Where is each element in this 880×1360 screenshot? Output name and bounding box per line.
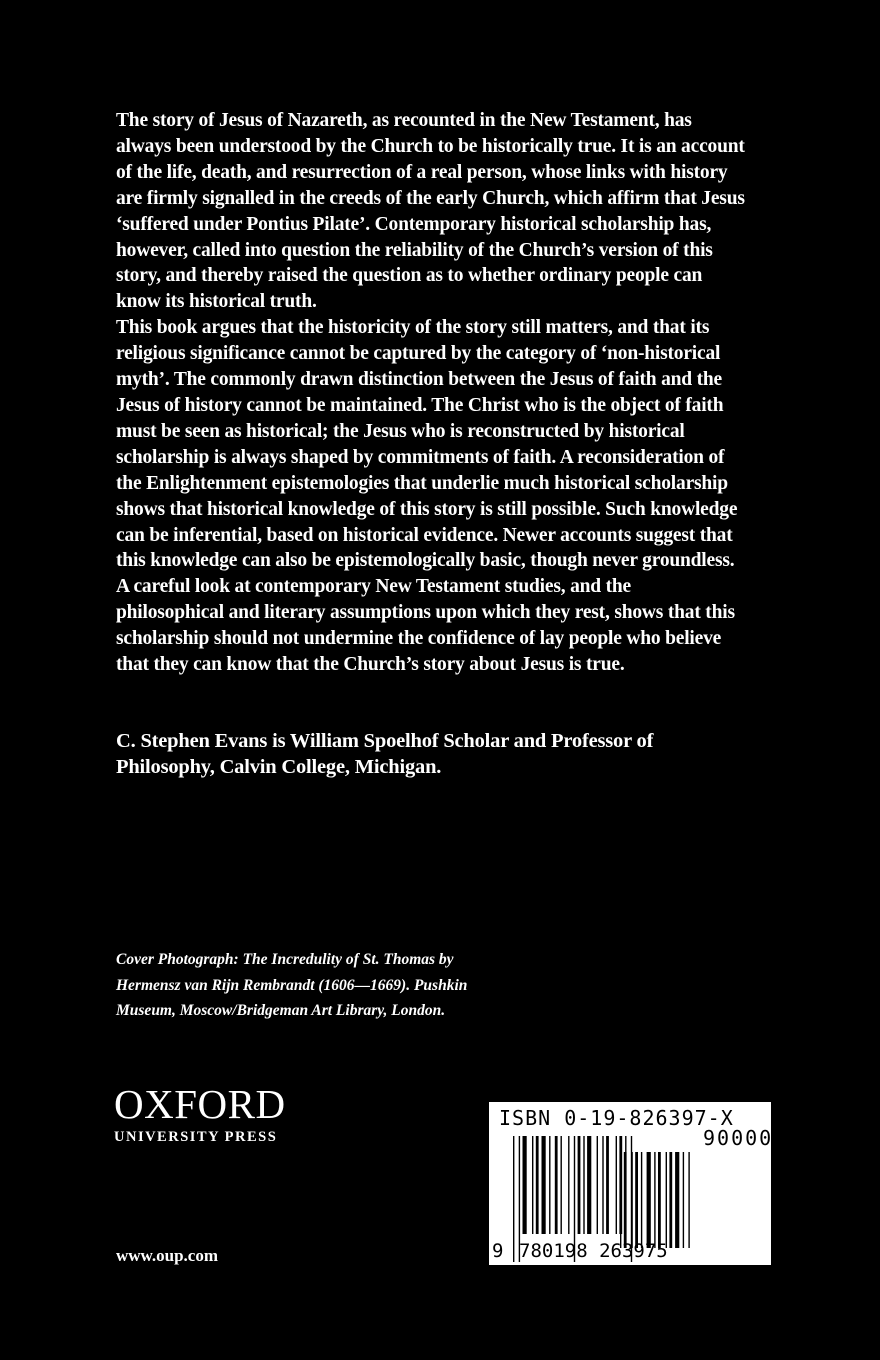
barcode-bar	[602, 1136, 603, 1234]
barcode-bar	[635, 1152, 638, 1248]
blurb-line: always been understood by the Church to be historically true. It is an account	[116, 135, 745, 157]
author-line: Philosophy, Calvin College, Michigan.	[116, 756, 442, 778]
blurb-line: The story of Jesus of Nazareth, as recounted in the New Testament, has	[116, 110, 692, 131]
price-addon-number: 90000	[703, 1126, 774, 1150]
blurb-line: philosophical and literary assumptions upon which they rest, shows that this	[116, 602, 735, 624]
barcode-bar	[532, 1136, 533, 1234]
barcode-bar	[631, 1152, 632, 1248]
blurb-line: that they can know that the Church’s story about Jesus is true.	[116, 654, 625, 676]
barcode-bar	[654, 1152, 655, 1248]
author-bio	[116, 728, 653, 780]
barcode-bar	[647, 1152, 651, 1248]
blurb-line: scholarship should not undermine the confidence of lay people who believe	[116, 628, 722, 650]
caption-line: Cover Photograph: The Incredulity of St. Thomas by	[116, 951, 454, 968]
blurb-line: can be inferential, based on historical evidence. Newer accounts suggest that	[116, 524, 733, 546]
barcode-bar	[624, 1152, 627, 1248]
publisher-name: OXFORD	[114, 1081, 286, 1127]
barcode-bar	[666, 1152, 667, 1248]
barcode-bar	[669, 1152, 672, 1248]
blurb-line: This book argues that the historicity of the story still matters, and that its	[116, 317, 710, 339]
blurb-line: myth’. The commonly drawn distinction between the Jesus of faith and the	[116, 369, 723, 391]
caption-line: Hermensz van Rijn Rembrandt (1606—1669). Pushkin	[116, 976, 468, 994]
blurb-line: shows that historical knowledge of this story is still possible. Such knowledge	[116, 498, 738, 520]
barcode-bar	[561, 1136, 562, 1234]
barcode-bar	[523, 1136, 527, 1234]
publisher-subtitle: UNIVERSITY PRESS	[114, 1129, 278, 1145]
author-line: C. Stephen Evans is William Spoelhof Scholar and Professor of	[116, 730, 654, 752]
barcode-bar	[641, 1152, 642, 1248]
publisher-logo	[114, 1083, 286, 1146]
isbn-barcode	[489, 1102, 774, 1265]
barcode-bar	[616, 1136, 617, 1234]
cover-photo-credit	[116, 947, 467, 1024]
ean-digits: 780198 263975	[519, 1240, 668, 1262]
blurb-line: must be seen as historical; the Jesus who is reconstructed by historical	[116, 420, 685, 442]
barcode-bar	[513, 1136, 514, 1262]
barcode-bar	[555, 1136, 558, 1234]
blurb-line: of the life, death, and resurrection of a real person, whose links with history	[116, 161, 728, 183]
barcode-bar	[587, 1136, 591, 1234]
blurb-line: ‘suffered under Pontius Pilate’. Contemporary historical scholarship has,	[116, 213, 712, 235]
barcode-bar	[583, 1136, 584, 1234]
barcode-bar	[683, 1152, 684, 1248]
barcode-bar	[675, 1152, 679, 1248]
blurb-text	[116, 108, 816, 678]
barcode-bar	[597, 1136, 598, 1234]
publisher-url: www.oup.com	[116, 1246, 219, 1265]
barcode-bar	[568, 1136, 569, 1234]
barcode-bar	[578, 1136, 581, 1234]
blurb-line: know its historical truth.	[116, 291, 317, 313]
barcode-bar	[549, 1136, 550, 1234]
ean-first-digit: 9	[492, 1240, 504, 1262]
blurb-line: this knowledge can also be epistemologically basic, though never groundless.	[116, 550, 735, 572]
blurb-line: story, and thereby raised the question as to whether ordinary people can	[116, 265, 703, 287]
blurb-line: however, called into question the reliability of the Church’s version of this	[116, 239, 713, 261]
blurb-line: religious significance cannot be captured by the category of ‘non-historical	[116, 343, 721, 365]
barcode-bar	[536, 1136, 539, 1234]
barcode-bar	[688, 1152, 689, 1248]
blurb-line: scholarship is always shaped by commitments of faith. A reconsideration of	[116, 446, 725, 468]
caption-line: Museum, Moscow/Bridgeman Art Library, London.	[116, 1002, 446, 1019]
blurb-line: the Enlightenment epistemologies that underlie much historical scholarship	[116, 472, 728, 494]
barcode-bar	[606, 1136, 609, 1234]
barcode-bar	[542, 1136, 546, 1234]
blurb-line: Jesus of history cannot be maintained. The Christ who is the object of faith	[116, 394, 724, 416]
barcode-bar	[658, 1152, 661, 1248]
blurb-line: are firmly signalled in the creeds of the early Church, which affirm that Jesus	[116, 187, 745, 209]
barcode-bar	[620, 1152, 621, 1248]
isbn-number: ISBN 0-19-826397-X	[499, 1106, 734, 1130]
blurb-line: A careful look at contemporary New Testament studies, and the	[116, 576, 632, 598]
